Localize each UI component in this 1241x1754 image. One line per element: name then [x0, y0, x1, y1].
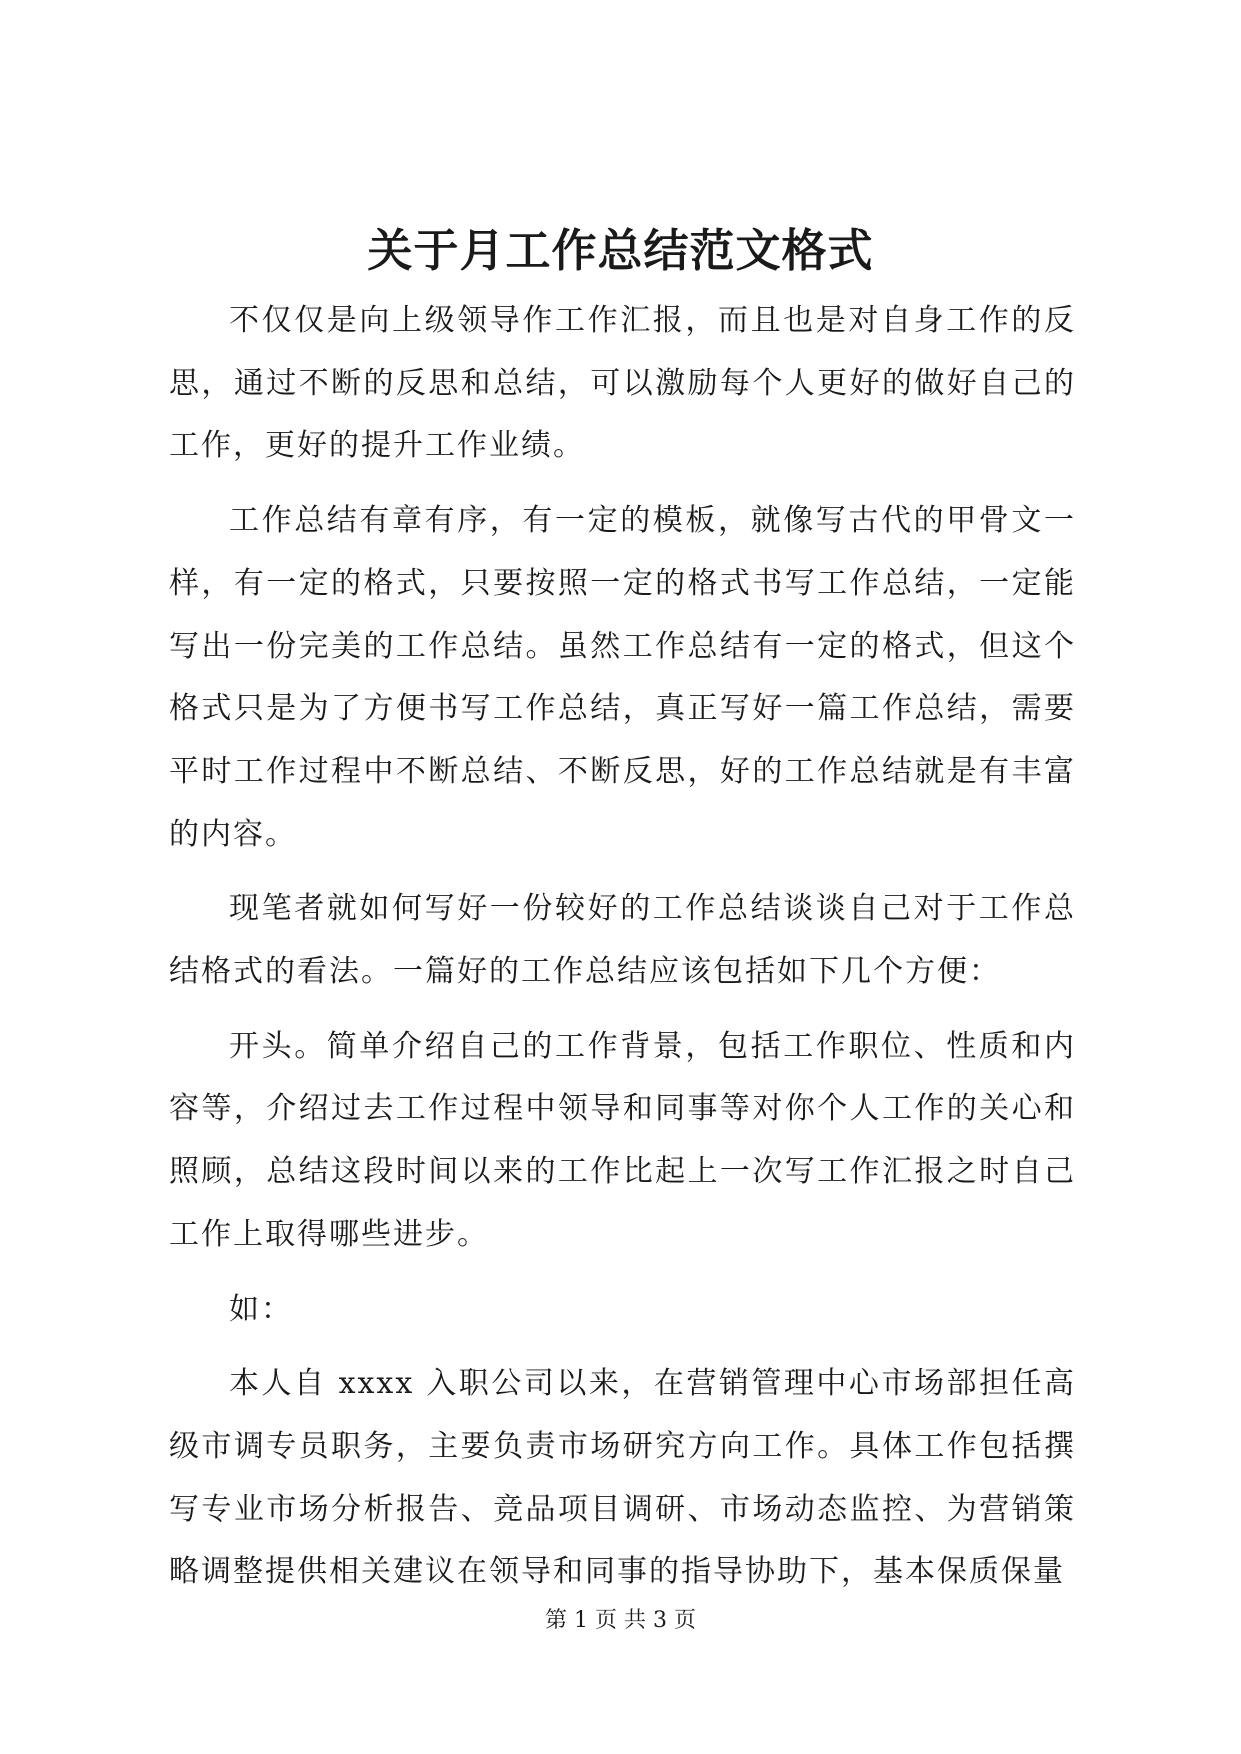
paragraph: 如： — [229, 1291, 293, 1327]
document-title: 关于月工作总结范文格式 — [367, 224, 874, 277]
paragraph: 现笔者就如何写好一份较好的工作总结谈谈自己对于工作总结格式的看法。一篇好的工作总结应该包括如下几个方便： — [169, 891, 1076, 990]
paragraph: 本人自 xxxx 入职公司以来，在营销管理中心市场部担任高级市调专员职务，主要负责市场研究方向工作。具体工作包括撰写专业市场分析报告、竞品项目调研、市场动态监控、为营销策略调整提供相关建议在领导和同事的指导协助下，基本保质保量 — [169, 1366, 1076, 1590]
document-body — [169, 290, 1076, 1616]
paragraph: 不仅仅是向上级领导作工作汇报，而且也是对自身工作的反思，通过不断的反思和总结，可以激励每个人更好的做好自己的工作，更好的提升工作业绩。 — [169, 303, 1076, 464]
paragraph: 开头。简单介绍自己的工作背景，包括工作职位、性质和内容等，介绍过去工作过程中领导和同事等对你个人工作的关心和照顾，总结这段时间以来的工作比起上一次写工作汇报之时自己工作上取得哪些进步。 — [169, 1028, 1076, 1252]
paragraph: 工作总结有章有序，有一定的模板，就像写古代的甲骨文一样，有一定的格式，只要按照一定的格式书写工作总结，一定能写出一份完美的工作总结。虽然工作总结有一定的格式，但这个格式只是为了方便书写工作总结，真正写好一篇工作总结，需要平时工作过程中不断总结、不断反思，好的工作总结就是有丰富的内容。 — [169, 503, 1076, 852]
page-number-footer: 第 1 页 共 3 页 — [545, 1608, 696, 1633]
